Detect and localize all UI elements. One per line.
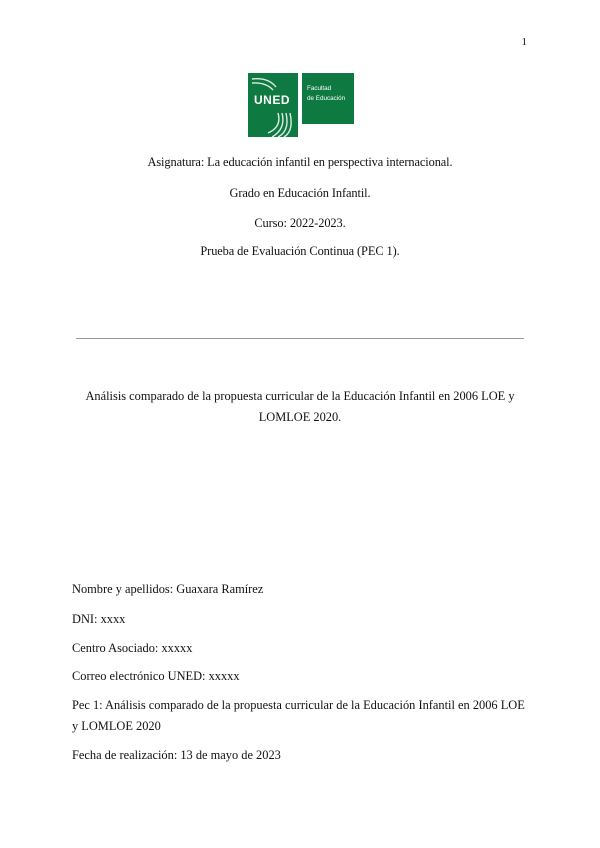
course-line: Curso: 2022-2023. xyxy=(254,216,346,230)
uned-email: Correo electrónico UNED: xxxxx xyxy=(72,669,240,683)
assessment-line: Prueba de Evaluación Continua (PEC 1). xyxy=(200,244,400,258)
associated-center: Centro Asociado: xxxxx xyxy=(72,641,193,655)
completion-date: Fecha de realización: 13 de mayo de 2023 xyxy=(72,748,281,762)
logo-faculty-line1: Facultad xyxy=(307,85,332,92)
degree-line: Grado en Educación Infantil. xyxy=(229,186,371,200)
logo-faculty-line2: de Educación xyxy=(307,95,346,102)
pec-description: Pec 1: Análisis comparado de la propuesta curricular de la Educación Infantil en 2006 LOE y LOMLOE 2020 xyxy=(72,698,525,733)
student-name: Nombre y apellidos: Guaxara Ramírez xyxy=(72,582,264,596)
logo-brand-text: UNED xyxy=(254,93,291,107)
subject-line: Asignatura: La educación infantil en perspectiva internacional. xyxy=(147,155,453,169)
document-title: Análisis comparado de la propuesta curricular de la Educación Infantil en 2006 LOE y LOMLOE 2020. xyxy=(85,389,515,424)
student-dni: DNI: xxxx xyxy=(72,612,126,626)
uned-faculty-logo xyxy=(248,73,354,137)
page-number: 1 xyxy=(521,36,527,48)
divider xyxy=(76,338,524,339)
